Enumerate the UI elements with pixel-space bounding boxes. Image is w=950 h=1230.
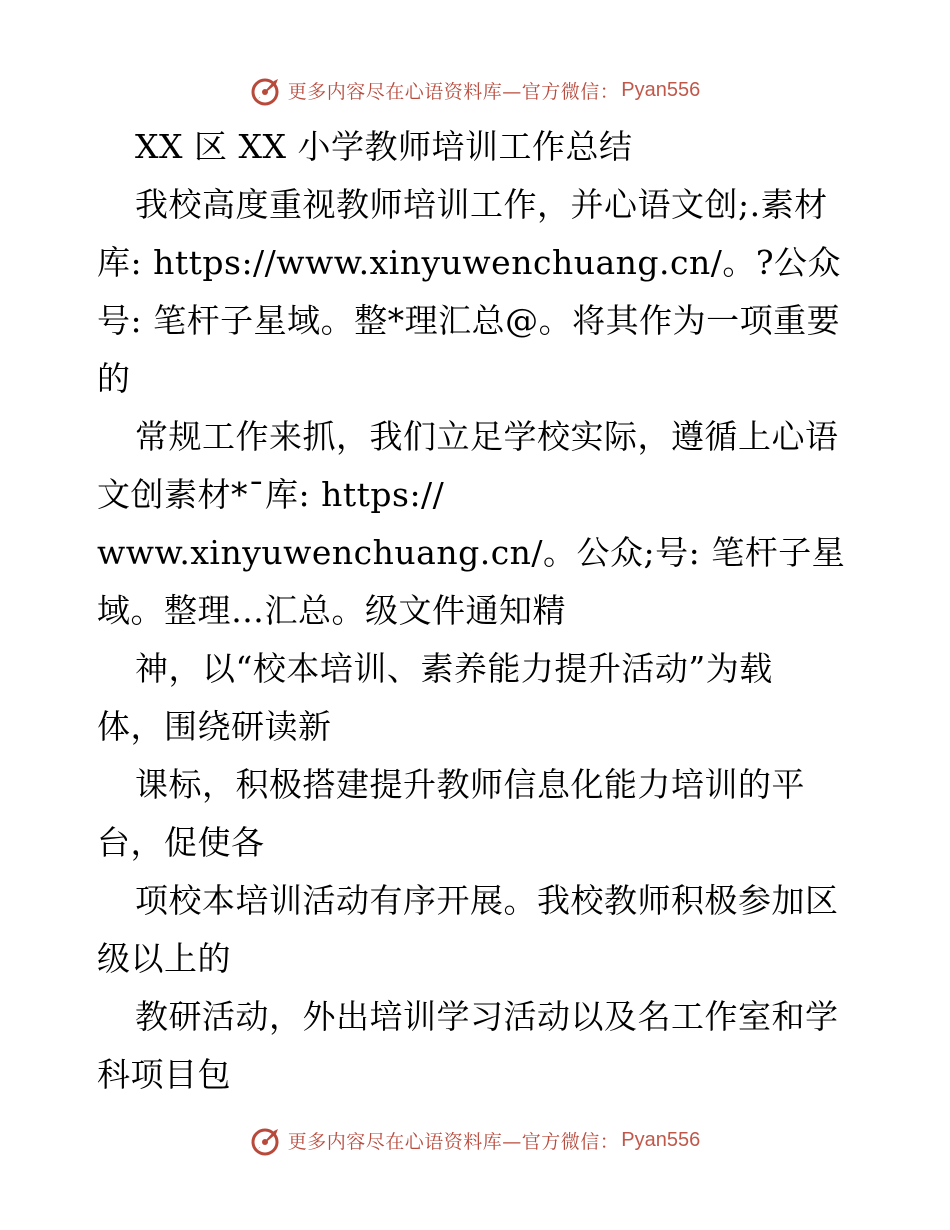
doc-line-8: 域。整理…汇总。级文件通知精 bbox=[97, 591, 566, 630]
doc-line-4: 的 bbox=[97, 359, 131, 398]
footer-watermark-id: Pyan556 bbox=[621, 1128, 701, 1151]
doc-line-14: 级以上的 bbox=[97, 939, 231, 978]
doc-line-7: www.xinyuwenchuang.cn/。公众;号: 笔杆子星 bbox=[97, 533, 846, 572]
footer-watermark-text: 更多内容尽在心语资料库—官方微信： bbox=[287, 1130, 620, 1153]
header-watermark-id: Pyan556 bbox=[621, 78, 701, 101]
doc-title: XX 区 XX 小学教师培训工作总结 bbox=[135, 127, 633, 166]
doc-line-10: 体，围绕研读新 bbox=[97, 707, 332, 746]
doc-line-13: 项校本培训活动有序开展。我校教师积极参加区 bbox=[135, 881, 839, 920]
header-watermark-banner bbox=[0, 70, 950, 110]
doc-line-5: 常规工作来抓，我们立足学校实际，遵循上心语 bbox=[135, 417, 839, 456]
doc-line-6: 文创素材*¯库: https:// bbox=[97, 475, 445, 514]
doc-line-12: 台，促使各 bbox=[97, 823, 265, 862]
doc-line-15: 教研活动，外出培训学习活动以及名工作室和学 bbox=[135, 997, 839, 1036]
doc-line-11: 课标，积极搭建提升教师信息化能力培训的平 bbox=[135, 765, 805, 804]
doc-line-3: 号: 笔杆子星域。整*理汇总@。将其作为一项重要 bbox=[97, 301, 841, 340]
quill-logo-icon bbox=[250, 73, 284, 107]
doc-line-9: 神，以“校本培训、素养能力提升活动”为载 bbox=[135, 649, 773, 688]
doc-line-2: 库: https://www.xinyuwenchuang.cn/。?公众 bbox=[97, 243, 842, 282]
doc-line-16: 科项目包 bbox=[97, 1055, 231, 1094]
header-watermark-text: 更多内容尽在心语资料库—官方微信： bbox=[287, 80, 620, 103]
quill-logo-icon bbox=[250, 1123, 284, 1157]
doc-line-1: 我校高度重视教师培训工作，并心语文创;.素材 bbox=[135, 185, 828, 224]
footer-watermark-banner bbox=[0, 1120, 950, 1160]
